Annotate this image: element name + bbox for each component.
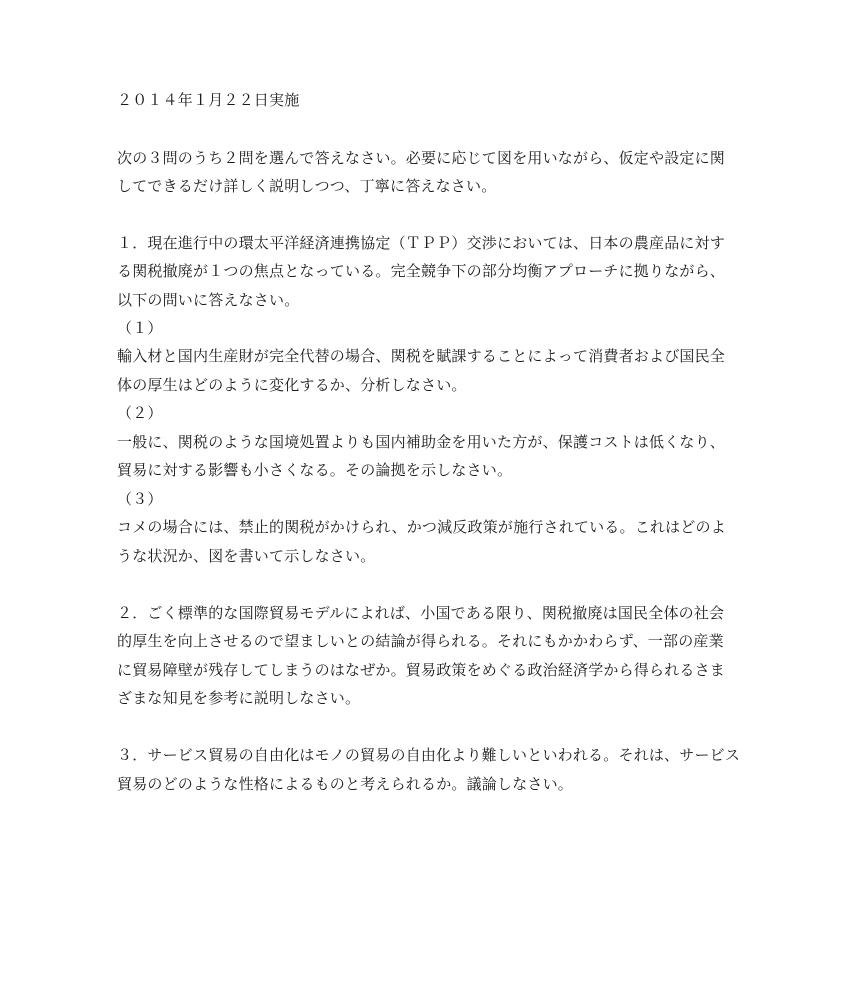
question-1-sub-3-line-1: コメの場合には、禁止的関税がかけられ、かつ減反政策が施行されている。これはどのよ <box>117 518 726 536</box>
instructions-line-2: してできるだけ詳しく説明しつつ、丁寧に答えなさい。 <box>117 177 497 195</box>
question-3-line-1: ３．サービス貿易の自由化はモノの貿易の自由化より難しいといわれる。それは、サービス <box>117 746 741 764</box>
question-1-sub-1-label: （１） <box>117 319 163 337</box>
question-1-line-2: る関税撤廃が１つの焦点となっている。完全競争下の部分均衡アプローチに拠りながら、 <box>117 262 726 280</box>
question-2-line-1: ２．ごく標準的な国際貿易モデルによれば、小国である限り、関税撤廃は国民全体の社会 <box>117 604 725 622</box>
question-1-sub-3-label: （３） <box>117 490 163 508</box>
question-1-sub-2-label: （２） <box>117 404 163 422</box>
question-1-sub-3-line-2: うな状況か、図を書いて示しなさい。 <box>117 547 376 565</box>
question-2-line-4: ざまな知見を参考に説明しなさい。 <box>117 689 361 707</box>
exam-date: ２０１４年１月２２日実施 <box>117 91 300 109</box>
question-1-sub-2-line-1: 一般に、関税のような国境処置よりも国内補助金を用いた方が、保護コストは低くなり、 <box>117 433 726 451</box>
question-1-line-1: １．現在進行中の環太平洋経済連携協定（ＴＰＰ）交渉においては、日本の農産品に対す <box>117 234 726 252</box>
question-1-sub-2-line-2: 貿易に対する影響も小さくなる。その論拠を示しなさい。 <box>117 461 513 479</box>
question-1-sub-1-line-1: 輸入材と国内生産財が完全代替の場合、関税を賦課することによって消費者および国民全 <box>117 347 726 365</box>
question-2-line-3: に貿易障壁が残存してしまうのはなぜか。貿易政策をめぐる政治経済学から得られるさま <box>117 661 726 679</box>
question-1-line-3: 以下の問いに答えなさい。 <box>117 291 300 309</box>
instructions-line-1: 次の３問のうち２問を選んで答えなさい。必要に応じて図を用いながら、仮定や設定に関 <box>117 149 726 167</box>
question-3-line-2: 貿易のどのような性格によるものと考えられるか。議論しなさい。 <box>117 775 574 793</box>
question-2-line-2: 的厚生を向上させるので望ましいとの結論が得られる。それにもかかわらず、一部の産業 <box>117 632 724 650</box>
question-1-sub-1-line-2: 体の厚生はどのように変化するか、分析しなさい。 <box>117 376 467 394</box>
